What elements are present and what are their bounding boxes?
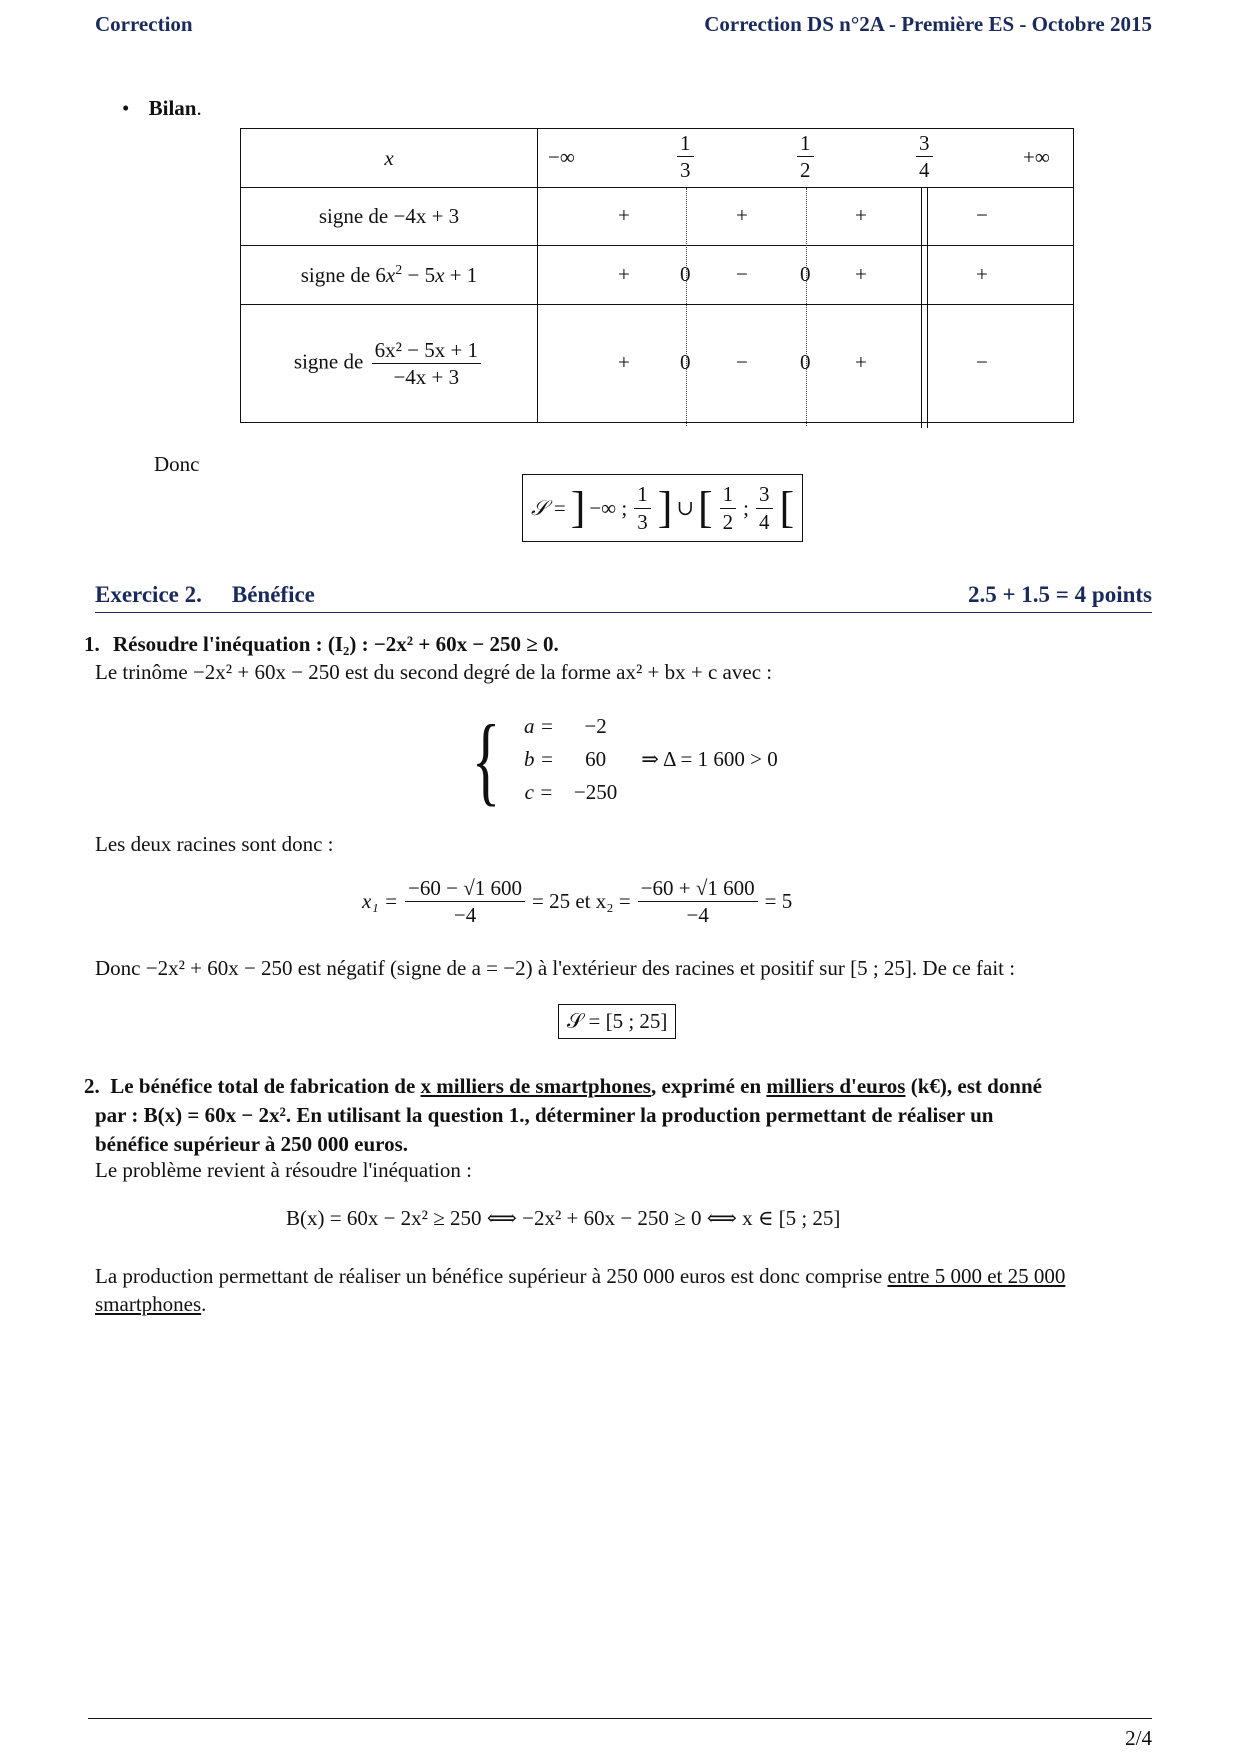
roots-intro: Les deux racines sont donc : [95,832,334,856]
bilan-dot: . [196,96,202,120]
exercise-points: 2.5 + 1.5 = 4 points [967,582,1152,607]
row2-label: signe de $6x^2 - 5x + 1$ [241,246,538,305]
row1-label: signe de −4x + 3 [241,188,538,246]
row1-signs: + + + − [538,188,1074,246]
x-one-half: $\frac{1}{2}$ [797,131,814,182]
exercise-rule [95,612,1152,613]
dotted-line-third [686,188,687,426]
footer-rule [88,1718,1152,1719]
q1-conclusion: Donc −2x² + 60x − 250 est négatif (signe de a = −2) à l'extérieur des racines et positif sur [5 ; 25]. De ce fait : [95,956,1016,980]
q2-intro: Le problème revient à résoudre l'inéquation : [95,1158,472,1182]
exercise-title: Exercice 2. Bénéfice [95,582,315,607]
dotted-line-half [806,188,807,426]
row2-signs: + 0 − 0 + + [538,246,1074,305]
q2-conclusion: La production permettant de réaliser un bénéfice supérieur à 250 000 euros est donc comprise entre 5 000 et 25 000 smartphones. [95,1264,1066,1316]
page-number: 2/4 [1125,1726,1152,1750]
x-three-quarters: $\frac{3}{4}$ [916,131,933,182]
q1-line1: Le trinôme −2x² + 60x − 250 est du second degré de la forme ax² + bx + c avec : [95,660,773,684]
bullet: • [122,96,130,120]
header-left: Correction [95,12,193,36]
forbidden-double-bar [921,188,928,428]
header-right: Correction DS n°2A - Première ES - Octobre 2015 [704,12,1152,36]
solution-box-1: 𝒮 = ] −∞ ; $\frac{1}{3}$ ] ∪ [ $\frac{1}{2}$ ; $\frac{3}{4}$ [ [522,474,803,542]
solution-box-2: 𝒮 = [5 ; 25] [558,1004,676,1039]
roots-formula: x₁ = $\frac{-60 - √1 600}{-4}$ = 25 et x₂ = $\frac{-60 + √1 600}{-4}$ = 5 [362,876,793,928]
bilan-label: Bilan [148,96,197,120]
x-values-cell [538,129,1074,188]
delta-result: ⇒ Δ = 1 600 > 0 [641,747,778,771]
x-minus-inf: −∞ [548,145,575,169]
donc-label: Donc [154,452,200,476]
q1-statement: 1. Résoudre l'inéquation : (I₂) : −2x² + 60x − 250 ≥ 0. [84,632,559,656]
x-plus-inf: +∞ [1023,145,1050,169]
q2-equation: B(x) = 60x − 2x² ≥ 250 ⟺ −2x² + 60x − 250 ≥ 0 ⟺ x ∈ [5 ; 25] [286,1206,841,1230]
bilan-item [122,96,202,121]
q2-statement: 2. Le bénéfice total de fabrication de x milliers de smartphones, exprimé en milliers d'euros (k€), est donné par : B(x) = 60x − 2x². En utilisant la question 1., déterminer la production permettant de réaliser un bénéfice supérieur à 250 000 euros. [84,1074,1042,1156]
sign-table [240,128,1074,423]
x-one-third: $\frac{1}{3}$ [677,131,694,182]
coefficient-system: { a = −2 b = 60 c = −250 ⇒ Δ = 1 600 > 0 [471,703,778,815]
x-label-cell: x [241,129,538,188]
row3-label: signe de $\frac{\text{6x² − 5x + 1}}{-4x + 3}$ [241,305,538,423]
row3-signs: + 0 − 0 + − [538,305,1074,423]
